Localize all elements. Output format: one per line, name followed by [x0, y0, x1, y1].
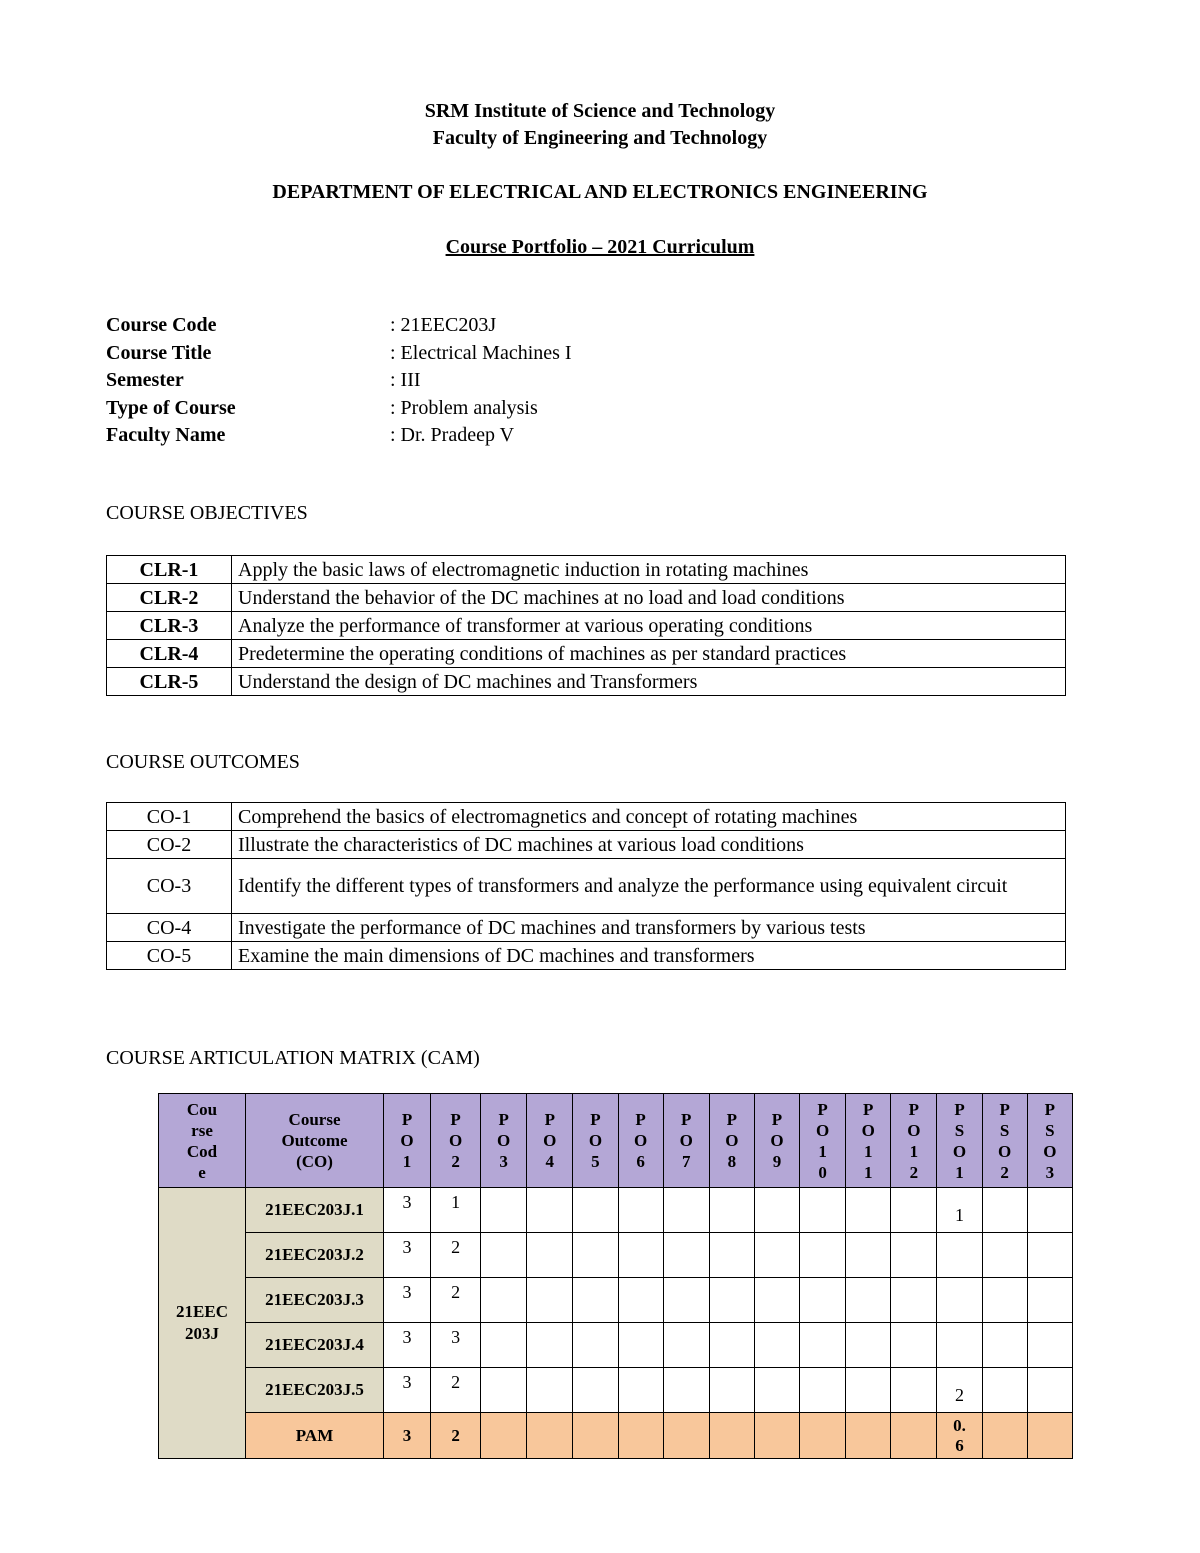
info-value: : Electrical Machines I — [390, 341, 572, 364]
cam-cell — [618, 1278, 663, 1323]
cam-co-label: 21EEC203J.4 — [246, 1323, 384, 1368]
cam-cell: 3 — [431, 1323, 481, 1368]
row-code: CLR-5 — [107, 668, 232, 696]
cam-cell: 3 — [384, 1233, 431, 1278]
info-value: : III — [390, 369, 421, 391]
info-value: : Dr. Pradeep V — [390, 424, 515, 446]
cam-cell — [481, 1368, 527, 1413]
table-row — [107, 914, 1066, 942]
cam-cell — [800, 1188, 846, 1233]
cam-cell — [754, 1188, 799, 1233]
cam-cell — [891, 1278, 937, 1323]
cam-cell — [846, 1368, 891, 1413]
cam-header-row — [159, 1094, 1073, 1188]
cam-header-po: P O 8 — [709, 1094, 754, 1188]
cam-header-po: P S O 2 — [982, 1094, 1027, 1188]
objectives-heading: COURSE OBJECTIVES — [106, 502, 308, 524]
cam-table — [158, 1093, 1073, 1459]
cam-cell — [481, 1188, 527, 1233]
table-row — [107, 803, 1066, 831]
cam-pam-cell — [754, 1413, 799, 1459]
cam-cell — [527, 1323, 573, 1368]
cam-cell — [618, 1323, 663, 1368]
cam-cell — [573, 1188, 618, 1233]
cam-cell — [891, 1188, 937, 1233]
cam-cell — [891, 1323, 937, 1368]
cam-cell — [709, 1233, 754, 1278]
institute-name: SRM Institute of Science and Technology — [424, 100, 776, 122]
cam-cell — [846, 1233, 891, 1278]
objectives-table — [106, 555, 1066, 696]
row-code: CO-2 — [107, 831, 232, 859]
row-code: CLR-1 — [107, 556, 232, 584]
row-text: Illustrate the characteristics of DC machines at various load conditions — [232, 831, 1066, 859]
cam-cell: 2 — [937, 1368, 982, 1413]
cam-pam-cell — [481, 1413, 527, 1459]
course-info — [106, 312, 572, 450]
cam-cell — [800, 1368, 846, 1413]
cam-cell — [891, 1233, 937, 1278]
cam-cell: 3 — [384, 1188, 431, 1233]
row-text: Identify the different types of transformers and analyze the performance using equivalent circuit — [232, 859, 1066, 914]
table-row — [159, 1368, 1073, 1413]
info-row — [106, 395, 572, 423]
cam-header-course-outcome: Course Outcome (CO) — [246, 1094, 384, 1188]
info-value: : 21EEC203J — [390, 314, 497, 336]
cam-cell: 2 — [431, 1278, 481, 1323]
cam-cell: 1 — [431, 1188, 481, 1233]
cam-cell: 2 — [431, 1368, 481, 1413]
cam-cell — [663, 1188, 709, 1233]
cam-cell — [846, 1188, 891, 1233]
cam-cell — [891, 1368, 937, 1413]
info-label: Faculty Name — [106, 424, 226, 446]
cam-cell — [1027, 1188, 1072, 1233]
row-code: CLR-4 — [107, 640, 232, 668]
cam-cell — [573, 1233, 618, 1278]
cam-cell — [1027, 1368, 1072, 1413]
row-code: CLR-2 — [107, 584, 232, 612]
cam-pam-cell: 2 — [431, 1413, 481, 1459]
cam-cell — [618, 1368, 663, 1413]
cam-cell — [754, 1323, 799, 1368]
cam-cell — [982, 1278, 1027, 1323]
cam-cell: 3 — [384, 1368, 431, 1413]
table-row — [107, 668, 1066, 696]
cam-cell — [982, 1323, 1027, 1368]
cam-pam-cell — [618, 1413, 663, 1459]
cam-cell — [481, 1323, 527, 1368]
cam-co-label: 21EEC203J.5 — [246, 1368, 384, 1413]
cam-cell — [527, 1233, 573, 1278]
cam-pam-cell — [527, 1413, 573, 1459]
cam-pam-cell — [663, 1413, 709, 1459]
cam-cell — [709, 1278, 754, 1323]
cam-cell: 3 — [384, 1323, 431, 1368]
row-code: CO-1 — [107, 803, 232, 831]
cam-pam-label: PAM — [246, 1413, 384, 1459]
cam-cell — [481, 1233, 527, 1278]
cam-cell — [754, 1233, 799, 1278]
faculty-name: Faculty of Engineering and Technology — [432, 127, 768, 149]
cam-cell — [527, 1368, 573, 1413]
cam-cell: 3 — [384, 1278, 431, 1323]
cam-header-course-code: Cou rse Cod e — [159, 1094, 246, 1188]
outcomes-heading: COURSE OUTCOMES — [106, 751, 300, 773]
info-label: Course Code — [106, 314, 217, 336]
table-row — [159, 1278, 1073, 1323]
cam-cell — [573, 1278, 618, 1323]
cam-cell — [573, 1368, 618, 1413]
table-row — [107, 942, 1066, 970]
cam-cell — [982, 1233, 1027, 1278]
info-value: : Problem analysis — [390, 396, 538, 419]
cam-cell — [937, 1278, 982, 1323]
cam-header-po: P S O 1 — [937, 1094, 982, 1188]
cam-header-po: P O 7 — [663, 1094, 709, 1188]
info-row — [106, 340, 572, 368]
cam-cell — [527, 1188, 573, 1233]
table-row — [107, 831, 1066, 859]
cam-pam-cell — [1027, 1413, 1072, 1459]
table-row — [159, 1188, 1073, 1233]
cam-header-po: P O 9 — [754, 1094, 799, 1188]
cam-pam-row — [159, 1413, 1073, 1459]
cam-co-label: 21EEC203J.3 — [246, 1278, 384, 1323]
cam-pam-cell — [982, 1413, 1027, 1459]
cam-pam-cell: 0. 6 — [937, 1413, 982, 1459]
row-text: Investigate the performance of DC machines and transformers by various tests — [232, 914, 1066, 942]
cam-cell — [800, 1323, 846, 1368]
cam-cell — [937, 1233, 982, 1278]
cam-pam-cell — [573, 1413, 618, 1459]
cam-cell — [618, 1233, 663, 1278]
outcomes-table — [106, 802, 1066, 970]
cam-cell — [618, 1188, 663, 1233]
cam-cell — [481, 1278, 527, 1323]
cam-cell — [573, 1323, 618, 1368]
info-row — [106, 367, 572, 395]
cam-cell — [663, 1233, 709, 1278]
cam-cell — [937, 1323, 982, 1368]
cam-cell — [754, 1278, 799, 1323]
info-row — [106, 422, 572, 450]
cam-course-code: 21EEC 203J — [159, 1188, 246, 1459]
cam-header-po: P O 2 — [431, 1094, 481, 1188]
cam-cell — [663, 1323, 709, 1368]
cam-cell — [1027, 1323, 1072, 1368]
cam-header-po: P O 5 — [573, 1094, 618, 1188]
row-text: Predetermine the operating conditions of machines as per standard practices — [232, 640, 1066, 668]
table-row — [107, 556, 1066, 584]
cam-header-po: P O 1 2 — [891, 1094, 937, 1188]
cam-pam-cell — [800, 1413, 846, 1459]
cam-cell — [663, 1368, 709, 1413]
table-row — [159, 1323, 1073, 1368]
table-row — [107, 612, 1066, 640]
info-label: Type of Course — [106, 396, 236, 419]
table-row — [107, 640, 1066, 668]
department-title: DEPARTMENT OF ELECTRICAL AND ELECTRONICS ENGINEERING — [272, 181, 928, 203]
cam-cell — [709, 1368, 754, 1413]
row-code: CO-5 — [107, 942, 232, 970]
cam-cell — [527, 1278, 573, 1323]
row-code: CO-3 — [107, 859, 232, 914]
cam-cell — [982, 1368, 1027, 1413]
cam-cell: 1 — [937, 1188, 982, 1233]
table-row — [107, 859, 1066, 914]
cam-cell — [800, 1278, 846, 1323]
cam-cell — [663, 1278, 709, 1323]
info-label: Semester — [106, 369, 184, 391]
row-code: CO-4 — [107, 914, 232, 942]
table-row — [107, 584, 1066, 612]
portfolio-title: Course Portfolio – 2021 Curriculum — [445, 236, 755, 258]
cam-header-po: P O 1 1 — [846, 1094, 891, 1188]
cam-heading: COURSE ARTICULATION MATRIX (CAM) — [106, 1047, 480, 1069]
info-label: Course Title — [106, 341, 212, 364]
cam-pam-cell — [846, 1413, 891, 1459]
cam-cell — [754, 1368, 799, 1413]
cam-header-po: P O 6 — [618, 1094, 663, 1188]
cam-cell — [982, 1188, 1027, 1233]
cam-cell — [709, 1323, 754, 1368]
row-text: Understand the design of DC machines and Transformers — [232, 668, 1066, 696]
cam-cell — [846, 1278, 891, 1323]
cam-cell — [846, 1323, 891, 1368]
cam-cell: 2 — [431, 1233, 481, 1278]
cam-header-po: P O 4 — [527, 1094, 573, 1188]
table-row — [159, 1233, 1073, 1278]
info-row — [106, 312, 572, 340]
cam-cell — [800, 1233, 846, 1278]
row-code: CLR-3 — [107, 612, 232, 640]
row-text: Examine the main dimensions of DC machines and transformers — [232, 942, 1066, 970]
cam-cell — [1027, 1278, 1072, 1323]
row-text: Understand the behavior of the DC machines at no load and load conditions — [232, 584, 1066, 612]
cam-header-po: P S O 3 — [1027, 1094, 1072, 1188]
portfolio-title-wrap — [0, 236, 1200, 259]
cam-pam-cell — [709, 1413, 754, 1459]
row-text: Apply the basic laws of electromagnetic induction in rotating machines — [232, 556, 1066, 584]
cam-pam-cell — [891, 1413, 937, 1459]
cam-cell — [709, 1188, 754, 1233]
cam-co-label: 21EEC203J.2 — [246, 1233, 384, 1278]
cam-pam-cell: 3 — [384, 1413, 431, 1459]
cam-cell — [1027, 1233, 1072, 1278]
cam-header-po: P O 1 0 — [800, 1094, 846, 1188]
row-text: Analyze the performance of transformer at various operating conditions — [232, 612, 1066, 640]
cam-header-po: P O 3 — [481, 1094, 527, 1188]
row-text: Comprehend the basics of electromagnetics and concept of rotating machines — [232, 803, 1066, 831]
cam-header-po: P O 1 — [384, 1094, 431, 1188]
cam-co-label: 21EEC203J.1 — [246, 1188, 384, 1233]
